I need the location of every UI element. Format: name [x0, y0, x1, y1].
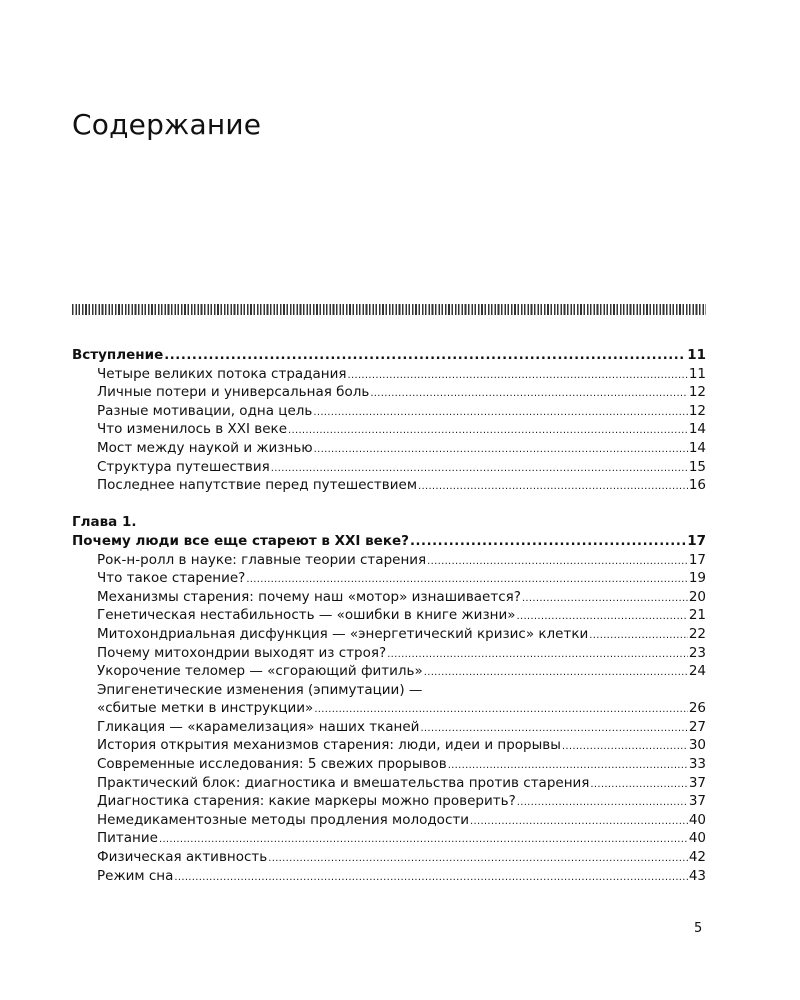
dot-leader [470, 813, 688, 830]
toc-heading[interactable] [72, 346, 706, 365]
dot-leader [271, 460, 688, 477]
toc-entry-title: Рок-н-ролл в науке: главные теории старения [97, 551, 427, 568]
toc-entry-page: 21 [688, 607, 706, 624]
toc-entry-title: Механизмы старения: почему наш «мотор» изнашивается? [97, 588, 521, 605]
toc-entry-title: Разные мотивации, одна цель [97, 402, 313, 419]
table-of-contents [72, 346, 706, 885]
dot-leader [314, 441, 688, 458]
toc-entry-title: История открытия механизмов старения: люди, идеи и прорывы [97, 737, 561, 754]
dot-leader [288, 422, 688, 439]
toc-entry-page: 14 [688, 439, 706, 456]
toc-heading[interactable] [72, 532, 706, 551]
toc-entry[interactable] [72, 736, 706, 755]
toc-entry-title: Современные исследования: 5 свежих прорывов [97, 756, 447, 773]
toc-entry[interactable] [72, 848, 706, 867]
toc-entry[interactable] [72, 458, 706, 477]
dot-leader [589, 627, 688, 644]
dot-leader [314, 701, 687, 718]
toc-entry-title: Митохондриальная дисфункция — «энергетический кризис» клетки [97, 625, 589, 642]
toc-entry-title: Генетическая нестабильность — «ошибки в книге жизни» [97, 607, 516, 624]
toc-entry[interactable] [72, 402, 706, 421]
toc-entry-page: 42 [688, 849, 706, 866]
toc-entry[interactable] [72, 420, 706, 439]
toc-entry[interactable] [72, 569, 706, 588]
toc-entry[interactable] [72, 476, 706, 495]
toc-entry-page: 26 [688, 700, 706, 717]
toc-entry[interactable] [72, 792, 706, 811]
toc-entry-page: 22 [688, 625, 706, 642]
toc-entry-page: 19 [688, 570, 706, 587]
dot-leader [517, 608, 688, 625]
toc-entry-page: 20 [688, 588, 706, 605]
dot-leader [268, 850, 688, 867]
toc-entry[interactable] [72, 551, 706, 570]
toc-entry-page: 17 [688, 551, 706, 568]
toc-entry[interactable] [72, 774, 706, 793]
toc-entry-page: 40 [688, 811, 706, 828]
toc-entry-page: 12 [688, 384, 706, 401]
dot-leader [164, 347, 686, 365]
toc-entry-title: Вступление [72, 347, 164, 363]
toc-entry-title: Немедикаментозные методы продления молодости [97, 811, 470, 828]
dot-leader [159, 831, 688, 848]
toc-entry-page: 16 [688, 477, 706, 494]
toc-entry-title: Что такое старение? [97, 570, 246, 587]
dot-leader [448, 757, 688, 774]
toc-entry[interactable] [72, 755, 706, 774]
toc-entry-page: 43 [688, 867, 706, 884]
toc-heading[interactable] [72, 513, 706, 532]
toc-entry-title: Практический блок: диагностика и вмешательства против старения [97, 774, 590, 791]
toc-entry-page: 27 [688, 718, 706, 735]
toc-entry[interactable] [72, 588, 706, 607]
dot-leader [424, 664, 688, 681]
toc-entry-title: Личные потери и универсальная боль [97, 384, 370, 401]
toc-entry-page: 23 [688, 644, 706, 661]
toc-entry-page: 24 [688, 663, 706, 680]
dot-leader [174, 869, 687, 886]
toc-entry[interactable] [72, 681, 706, 700]
toc-entry-title: Глава 1. [72, 514, 137, 531]
toc-entry-title: Укорочение теломер — «сгорающий фитиль» [97, 663, 423, 680]
dot-leader [418, 478, 688, 495]
dot-leader [246, 571, 687, 588]
dot-leader [370, 385, 687, 402]
dot-leader [410, 533, 686, 551]
toc-entry-title: Почему люди все еще стареют в XXI веке? [72, 532, 409, 549]
toc-entry[interactable] [72, 829, 706, 848]
toc-entry[interactable] [72, 606, 706, 625]
toc-entry[interactable] [72, 365, 706, 384]
toc-entry-page: 12 [688, 402, 706, 419]
dot-leader [348, 367, 688, 384]
toc-entry-page: 37 [688, 793, 706, 810]
toc-entry[interactable] [72, 644, 706, 663]
toc-entry-page: 11 [687, 347, 706, 363]
toc-entry-page: 40 [688, 830, 706, 847]
toc-entry-title: Четыре великих потока страдания [97, 365, 347, 382]
toc-entry-title: Гликация — «карамелизация» наших тканей [97, 718, 420, 735]
toc-entry-title: Последнее напутствие перед путешествием [97, 477, 418, 494]
toc-entry-page: 17 [687, 532, 706, 549]
dot-leader [517, 794, 688, 811]
toc-entry-title: Питание [97, 830, 158, 847]
toc-entry[interactable] [72, 439, 706, 458]
toc-entry-title: «сбитые метки в инструкции» [97, 700, 314, 717]
toc-entry-page: 37 [688, 774, 706, 791]
toc-spacer [72, 495, 706, 514]
toc-entry-page: 14 [688, 421, 706, 438]
toc-entry-page: 33 [688, 756, 706, 773]
toc-entry-page: 11 [688, 365, 706, 382]
toc-entry-title: Почему митохондрии выходят из строя? [97, 644, 387, 661]
toc-entry-title: Физическая активность [97, 849, 268, 866]
toc-entry-title: Эпигенетические изменения (эпимутации) — [97, 681, 423, 698]
toc-entry-title: Что изменилось в XXI веке [97, 421, 288, 438]
toc-entry-page: 30 [688, 737, 706, 754]
dot-leader [590, 776, 687, 793]
dot-leader [522, 590, 688, 607]
dot-leader [420, 720, 687, 737]
toc-entry[interactable] [72, 662, 706, 681]
hatched-divider [72, 304, 706, 315]
toc-entry[interactable] [72, 383, 706, 402]
toc-entry[interactable] [72, 867, 706, 886]
toc-entry-title: Диагностика старения: какие маркеры можно проверить? [97, 793, 516, 810]
toc-entry-title: Мост между наукой и жизнью [97, 439, 313, 456]
toc-entry[interactable] [72, 811, 706, 830]
page-number: 5 [694, 921, 703, 936]
dot-leader [562, 738, 688, 755]
toc-entry[interactable] [72, 625, 706, 644]
toc-entry[interactable] [72, 718, 706, 737]
dot-leader [427, 553, 688, 570]
toc-entry-title: Режим сна [97, 867, 174, 884]
toc-entry-title: Структура путешествия [97, 458, 270, 475]
toc-entry-page: 15 [688, 458, 706, 475]
dot-leader [313, 404, 687, 421]
toc-entry[interactable] [72, 699, 706, 718]
page-title: Содержание [72, 108, 262, 141]
dot-leader [387, 646, 688, 663]
